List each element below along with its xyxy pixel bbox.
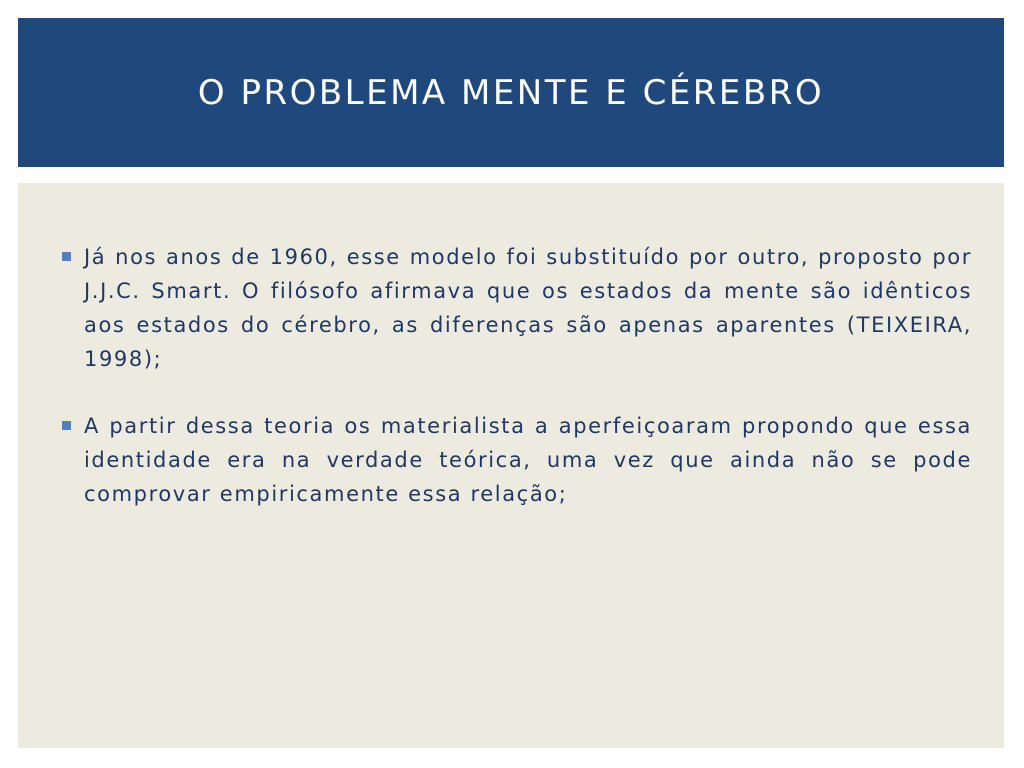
bullet-text: A partir dessa teoria os materialista a aperfeiçoaram propondo que essa identidade era na verdade teórica, uma vez que ainda não se pode comprovar empiricamente essa relação; (84, 414, 972, 506)
slide-title: O PROBLEMA MENTE E CÉREBRO (197, 72, 825, 113)
bullet-text: Já nos anos de 1960, esse modelo foi substituído por outro, proposto por J.J.C. Smart. O filósofo afirmava que os estados da mente são idênticos aos estados do cérebro, as diferenças são apenas aparentes (TEIXEIRA, 1998); (84, 245, 972, 371)
title-bar (18, 18, 1004, 167)
bullet-item (58, 240, 972, 376)
bullet-item (58, 409, 972, 511)
bullet-list (58, 240, 972, 544)
square-bullet-icon (62, 252, 71, 261)
square-bullet-icon (62, 421, 71, 430)
